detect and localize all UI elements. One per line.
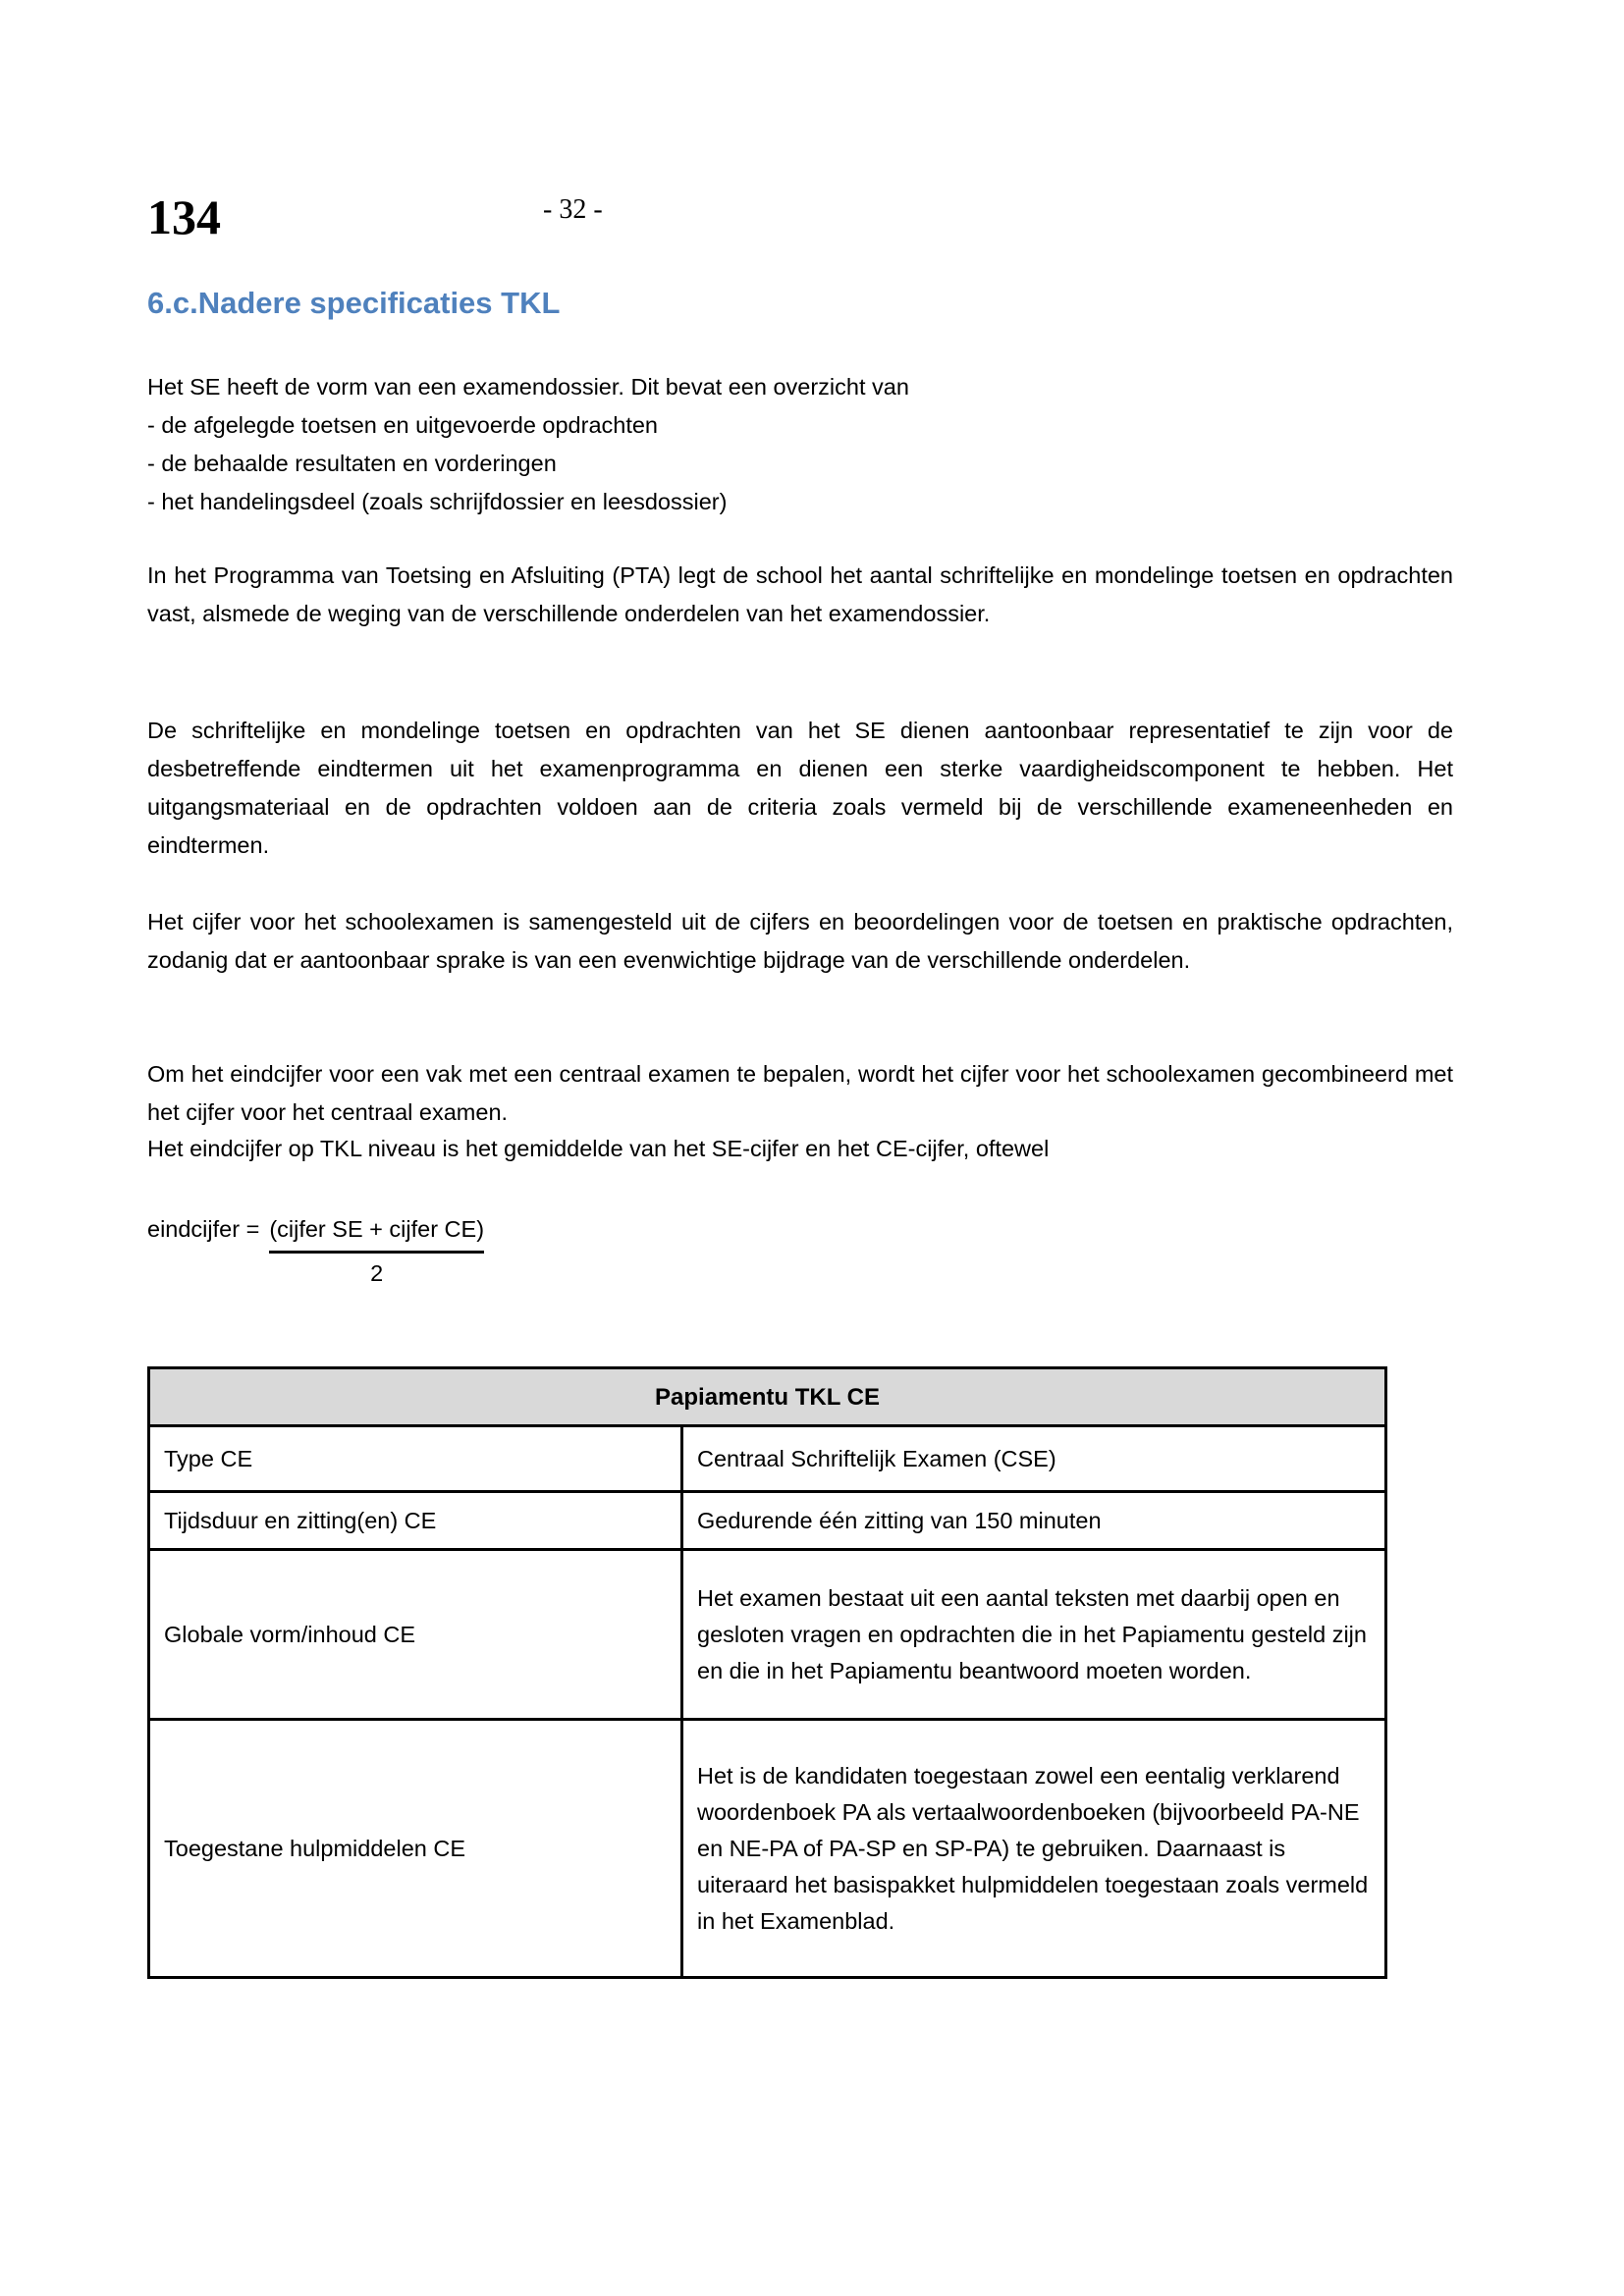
table-row [149, 1426, 1386, 1492]
formula-numerator: (cijfer SE + cijfer CE) [269, 1210, 484, 1254]
page-number-center: - 32 - [543, 194, 603, 225]
row-label: Toegestane hulpmiddelen CE [149, 1720, 682, 1978]
formula-fraction [269, 1210, 484, 1293]
row-label: Tijdsduur en zitting(en) CE [149, 1492, 682, 1550]
page-number-left: 134 [147, 189, 221, 244]
intro-line: Het SE heeft de vorm van een examendossier. Dit bevat een overzicht van [147, 374, 909, 400]
intro-bullet: - het handelingsdeel (zoals schrijfdossier en leesdossier) [147, 489, 728, 514]
paragraph-eindcijfer-1: Om het eindcijfer voor een vak met een centraal examen te bepalen, wordt het cijfer voor het schoolexamen gecombineerd met het cijfer voor het centraal examen. [147, 1061, 1453, 1125]
intro-bullet: - de afgelegde toetsen en uitgevoerde opdrachten [147, 412, 659, 438]
formula-denominator: 2 [370, 1260, 384, 1286]
intro-bullet: - de behaalde resultaten en vorderingen [147, 451, 557, 476]
table-row [149, 1550, 1386, 1720]
row-value: Centraal Schriftelijk Examen (CSE) [682, 1426, 1386, 1492]
row-value: Het is de kandidaten toegestaan zowel een eentalig verklarend woordenboek PA als vertaalwoordenboeken (bijvoorbeeld PA-NE en NE-PA of PA-SP en SP-PA) te gebruiken. Daarnaast is uiteraard het basispakket hulpmiddelen toegestaan zoals vermeld in het Examenblad. [682, 1720, 1386, 1978]
paragraph-eindcijfer-2: Het eindcijfer op TKL niveau is het gemiddelde van het SE-cijfer en het CE-cijfer, oftewel [147, 1136, 1050, 1161]
row-value: Gedurende één zitting van 150 minuten [682, 1492, 1386, 1550]
paragraph-se-toetsen: De schriftelijke en mondelinge toetsen en opdrachten van het SE dienen aantoonbaar representatief te zijn voor de desbetreffende eindtermen uit het examenprogramma en dienen een sterke vaardigheidscomponent te hebben. Het uitgangsmateriaal en de opdrachten voldoen aan de criteria zoals vermeld bij de verschillende exameneenheden en eindtermen. [147, 718, 1453, 858]
table-row [149, 1720, 1386, 1978]
formula-lhs: eindcijfer = [147, 1216, 260, 1242]
paragraph-pta: In het Programma van Toetsing en Afsluiting (PTA) legt de school het aantal schriftelijke en mondelinge toetsen en opdrachten vast, alsmede de weging van de verschillende onderdelen van het examendossier. [147, 562, 1453, 626]
ce-table [147, 1366, 1387, 1979]
row-label: Globale vorm/inhoud CE [149, 1550, 682, 1720]
section-heading: 6.c.Nadere specificaties TKL [147, 286, 561, 320]
table-title: Papiamentu TKL CE [149, 1368, 1386, 1426]
row-label: Type CE [149, 1426, 682, 1492]
formula [147, 1210, 484, 1293]
intro-paragraph [147, 368, 1453, 521]
row-value: Het examen bestaat uit een aantal teksten met daarbij open en gesloten vragen en opdrachten die in het Papiamentu gesteld zijn en die in het Papiamentu beantwoord moeten worden. [682, 1550, 1386, 1720]
table-row [149, 1492, 1386, 1550]
paragraph-cijfer-se: Het cijfer voor het schoolexamen is samengesteld uit de cijfers en beoordelingen voor de toetsen en praktische opdrachten, zodanig dat er aantoonbaar sprake is van een evenwichtige bijdrage van de verschillende onderdelen. [147, 909, 1453, 973]
table-title-row [149, 1368, 1386, 1426]
